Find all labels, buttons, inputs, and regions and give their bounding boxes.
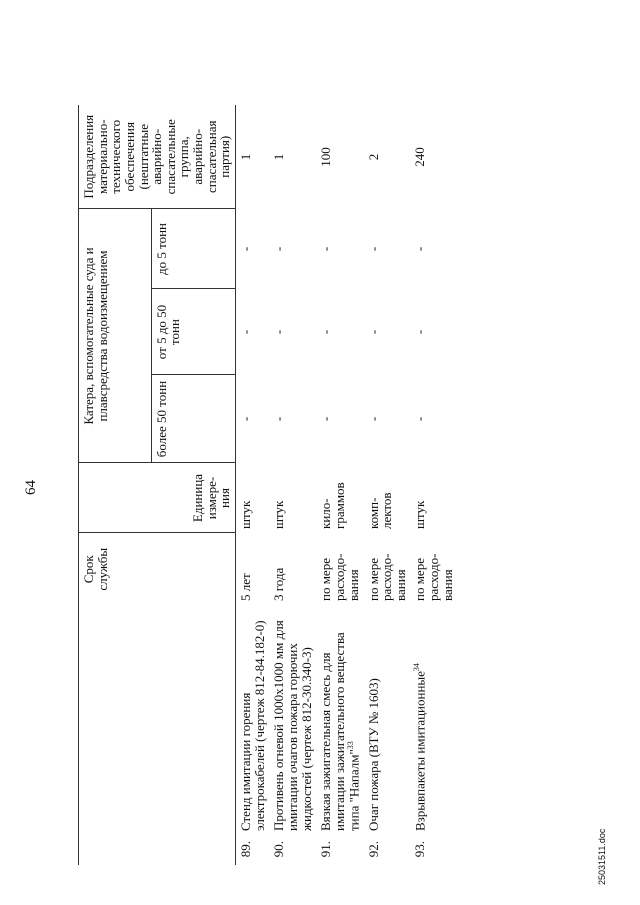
row-number: 93. <box>412 841 428 858</box>
row-units: 100 <box>318 147 334 167</box>
row-unit: штук <box>271 500 287 529</box>
row-over-50: - <box>365 416 381 422</box>
row-name-text: Вязкая зажигательная смесь для имитации зажигательного вещества типа "Напалм" <box>318 632 361 831</box>
row-over-50: - <box>271 416 287 422</box>
row-up-to-5: - <box>412 246 428 252</box>
row-5-to-50: - <box>412 329 428 335</box>
row-number: 92. <box>365 841 381 858</box>
row-unit: комп-лектов <box>365 492 395 529</box>
table-row <box>364 105 411 865</box>
row-term: по мере расходо-вания <box>365 553 408 601</box>
footnote-ref: 33 <box>345 741 355 750</box>
header-number <box>79 835 236 865</box>
row-term: по мере расходо-вания <box>318 553 361 601</box>
row-term: по мере расходо-вания <box>412 553 455 601</box>
table-row <box>269 105 316 865</box>
row-unit: кило-граммов <box>318 482 347 529</box>
row-unit: штук <box>238 500 254 529</box>
row-name-text: Противень огневой 1000x1000 мм для имитации очагов пожара горючих жидкостей (чертеж 812-30.340-3) <box>271 620 314 831</box>
row-name <box>410 605 457 835</box>
page-number: 64 <box>23 480 39 495</box>
row-units: 1 <box>238 153 254 161</box>
header-over-50: более 50 тонн <box>151 375 235 463</box>
document-filename: 25031511.doc <box>597 828 607 885</box>
header-vessels-group: Катера, вспомогательные суда и плавсредства водоизмещением <box>79 209 152 463</box>
row-name <box>269 605 316 835</box>
row-units: 240 <box>412 147 428 167</box>
footnote-ref: 34 <box>412 663 422 672</box>
header-name <box>79 605 236 835</box>
row-up-to-5: - <box>238 246 254 252</box>
equipment-table <box>78 105 457 865</box>
row-name <box>236 605 270 835</box>
row-name-text: Взрывпакеты имитационные <box>412 671 428 831</box>
row-units: 1 <box>271 153 287 161</box>
row-5-to-50: - <box>318 329 334 335</box>
row-number: 89. <box>238 841 254 858</box>
row-name <box>364 605 411 835</box>
row-name <box>316 605 363 835</box>
row-5-to-50: - <box>238 329 254 335</box>
row-over-50: - <box>238 416 254 422</box>
row-term: 5 лет <box>238 573 254 601</box>
header-up-to-5: до 5 тонн <box>151 209 235 289</box>
header-unit: Единица измере-ния <box>79 463 236 533</box>
row-number: 91. <box>318 841 334 858</box>
header-units: Подразделения материально-технического обеспечения (нештатные аварийно-спасательные группа, аварийно-спасательная партия) <box>79 105 236 209</box>
row-up-to-5: - <box>318 246 334 252</box>
row-5-to-50: - <box>271 329 287 335</box>
row-over-50: - <box>318 416 334 422</box>
row-name-text: Стенд имитации горения электрокабелей (чертеж 812-84.182-0) <box>238 620 267 831</box>
header-term: Срок службы <box>79 533 236 605</box>
row-up-to-5: - <box>365 246 381 252</box>
row-over-50: - <box>412 416 428 422</box>
row-number: 90. <box>271 841 287 858</box>
table-row <box>410 105 457 865</box>
header-5-to-50: от 5 до 50 тонн <box>151 289 235 375</box>
row-unit: штук <box>412 500 428 529</box>
table-row <box>236 105 270 865</box>
table-row <box>316 105 363 865</box>
row-5-to-50: - <box>365 329 381 335</box>
row-units: 2 <box>365 153 381 161</box>
row-up-to-5: - <box>271 246 287 252</box>
row-name-text: Очаг пожара (ВТУ № 1603) <box>365 678 381 831</box>
rotated-page <box>25 85 605 885</box>
row-term: 3 года <box>271 567 287 601</box>
